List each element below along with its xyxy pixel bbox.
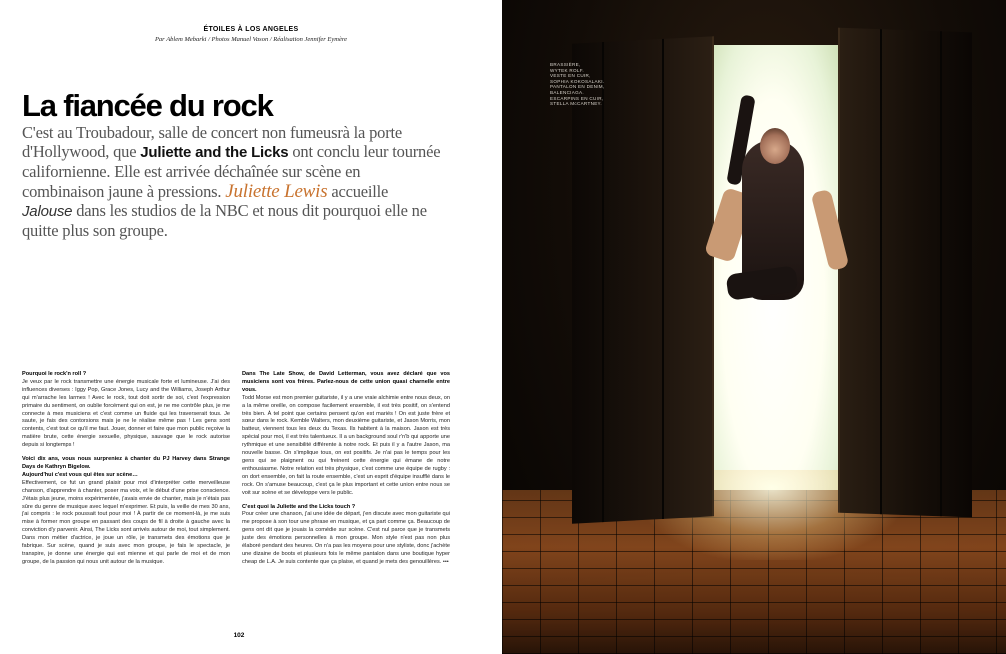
band-name: Juliette and the Licks [140,144,289,162]
interview-question: Voici dix ans, vous nous surpreniez à chanter du PJ Harvey dans Strange Days de Kathryn Bigelow. [22,456,230,470]
text-column-2 [242,371,450,567]
caption-line: STELLA McCARTNEY. [550,101,602,107]
fashion-credits-caption [550,62,620,107]
figure-head [760,128,790,164]
caption-line: PANTALON EN DENIM, [550,84,605,90]
left-door [572,36,714,523]
interview-question: C'est quoi la Juliette and the Licks touch ? [242,503,356,510]
caption-line: WYTEK ROLF. [550,67,584,73]
caption-line: SOPHIA KOKOSALAKI. [550,78,605,84]
caption-line: BRASSIÈRE, [550,62,581,67]
interview-answer: Pour créer une chanson, j'ai une idée de départ, j'en discute avec mon guitariste qui me propose à son tour une phrase en musique, et ça part comme ça. Beaucoup de gens ont dit que je jouais la comédie sur scène. C'est nul parce que je transmets juste des émotions personnelles à mon groupe. Mon style n'est pas non plus élaboré pendant des heures. On n'a pas les moyens pour une styliste, donc j'achète une dizaine de boots et plusieurs fois le même pantalon dans une boutique hyper cheap de L.A. Je suis contente que ça plaise, et quand je mets des genouillères. ••• [242,511,450,565]
interview-answer: Effectivement, ce fut un grand plaisir pour moi d'interpréter cette merveilleuse chanson, d'apprendre à chanter, poser ma voix, et le début d'une prise conscience. J'étais plus jeune, moins expérimentée, j'avais envie de chanter, mais je n'étais pas sûre du genre de musique avec lequel m'exprimer. Et puis, la veille de mes 30 ans, j'ai compris : le rock poussait tout pour moi ! À partir de ce moment-là, je me suis mise à former mon groupe en passant des coups de fil à droite à gauche avec la conviction d'y parvenir. Ainsi, The Licks sont arrivés autour de moi, tout simplement. Dans mon métier d'actrice, je joue un rôle, je transmets des émotions que je fabrique. Sur scène, quand je suis avec mon groupe, je fais le spectacle, je transpire, je donne une énergie qui est mienne et qui parle de moi et de mon groupe, de la passion qui nous unit autour de la musique. [22,479,230,565]
standfirst-text-2: ont conclu leur tournée californienne. Elle est arrivée déchaînée sur scène en combinaison jaune à pressions. [22,142,441,201]
right-door [838,28,972,518]
text-column-1 [22,371,230,567]
caption-line: BALENCIAGA. [550,89,584,95]
section-rubric: ÉTOILES À LOS ANGELES [203,26,299,33]
left-page [0,0,502,654]
byline-credits: Par Ablem Mebarki / Photos Manuel Vason / Réalisation Jennifer Eymère [154,36,348,43]
page-number: 102 [233,632,245,639]
article-standfirst [22,123,442,240]
standfirst-text-3: accueille [327,181,389,201]
interview-question: Dans The Late Show, de David Letterman, vous avez déclaré que vos musiciens sont vos frères. Parlez-nous de cette union quasi charnelle entre vous. [242,371,450,393]
photo-page [502,0,1006,654]
standfirst-text-1: C'est au Troubadour, salle de concert non fumeusrà la porte d'Hollywood, que [22,123,402,162]
interview-answer: Je veux par le rock transmettre une énergie musicale forte et lumineuse. J'ai des influences diverses : Iggy Pop, Grace Jones, Lucy and the Williams, Joseph Arthur qui m'arrache les larmes ! Avec le rock, tout doit sortir de soi, c'est l'expression primaire du sentiment, on oublie forcément qui on est, je ne me contrôle plus, je me connecte à mes musiciens et c'est comme un fluide qui les traverserait tous. Je saute, je fais des contorsions mais je ne le réalise même pas ! Les gens sont contents, c'est tout ce qu'il me faut. Jouer, donner et faire que mon public reçoive la matière brute, cette énergie sexuelle, physique, sauvage que le rock autorise depuis si longtemps ! [22,378,230,449]
interview-question-cont: Aujourd'hui c'est vous qui êtes sur scène… [22,471,138,478]
caption-line: VESTE EN CUIR, [550,73,591,79]
magazine-name: Jalouse [22,202,73,220]
interview-answer: Todd Morse est mon premier guitariste, il y a une vraie alchimie entre nous deux, on a la même oreille, on compose facilement ensemble, il est très positif, on s'entend très bien. À tel point que certains pensent qu'on est mariés ! On est juste frère et sœur dans le rock. Kemble Walters, mon deuxième guitariste, et Jason Morris, mon batteur, viennent tous les deux du Texas. Ils habitent à la maison. Jason est très spécial pour moi, il est très talentueux. Il a un background soul r'n'b qui apporte une rythmique et une sensibilité différente à notre rock. Et puis il y a l'autre Jason, ma nouvelle basse. On s'implique tous, on est positifs. Je n'ai pas le temps pour les gens qui se plaignent ou qui freinent cette énergie qui émane de notre enthousiasme. Notre relation est très physique, c'est comme une équipe de rugby : on dort ensemble, on fait la route ensemble, c'est un esprit d'équipe insufflé dans le rock. On s'amuse beaucoup, c'est ça le plus important et cette union entre nous se voit sur scène et se développe vers le public. [242,394,450,496]
article-headline: La fiancée du rock [22,88,273,123]
interview-question: Pourquoi le rock'n roll ? [22,371,87,377]
artist-name: Juliette Lewis [225,180,328,202]
standfirst-text-4: dans les studios de la NBC et nous dit pourquoi elle ne quitte plus son groupe. [22,200,427,241]
caption-line: ESCARPINS EN CUIR, [550,95,604,101]
